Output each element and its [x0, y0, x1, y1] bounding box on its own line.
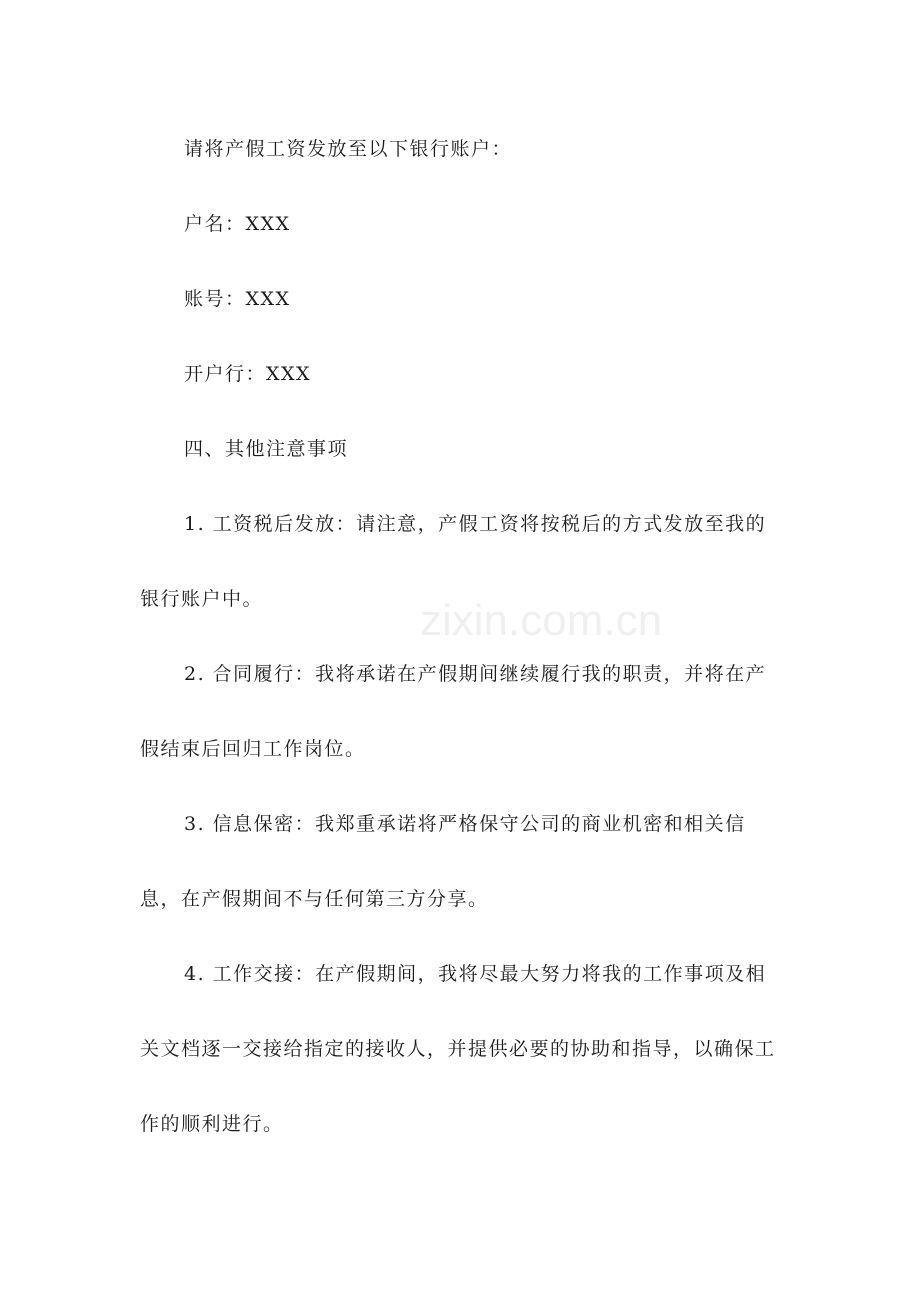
section-heading: 四、其他注意事项	[184, 438, 349, 460]
note-item-1: 1. 工资税后发放：请注意，产假工资将按税后的方式发放至我的银行账户中。	[140, 513, 767, 610]
note-item-3: 3. 信息保密：我郑重承诺将严格保守公司的商业机密和相关信息，在产假期间不与任何第三方分享。	[140, 813, 746, 910]
note-item-2: 2. 合同履行：我将承诺在产假期间继续履行我的职责，并将在产假结束后回归工作岗位。	[140, 663, 767, 760]
note-item-4: 4. 工作交接：在产假期间，我将尽最大努力将我的工作事项及相关文档逐一交接给指定的接收人，并提供必要的协助和指导，以确保工作的顺利进行。	[140, 963, 776, 1135]
account-holder-line: 户名：XXX	[184, 213, 291, 235]
watermark-text: zixin.com.cn	[420, 596, 663, 645]
bank-branch-line: 开户行：XXX	[184, 363, 312, 385]
document-body	[140, 112, 780, 1162]
account-number-line: 账号：XXX	[184, 288, 291, 310]
bank-account-intro: 请将产假工资发放至以下银行账户：	[184, 138, 513, 160]
